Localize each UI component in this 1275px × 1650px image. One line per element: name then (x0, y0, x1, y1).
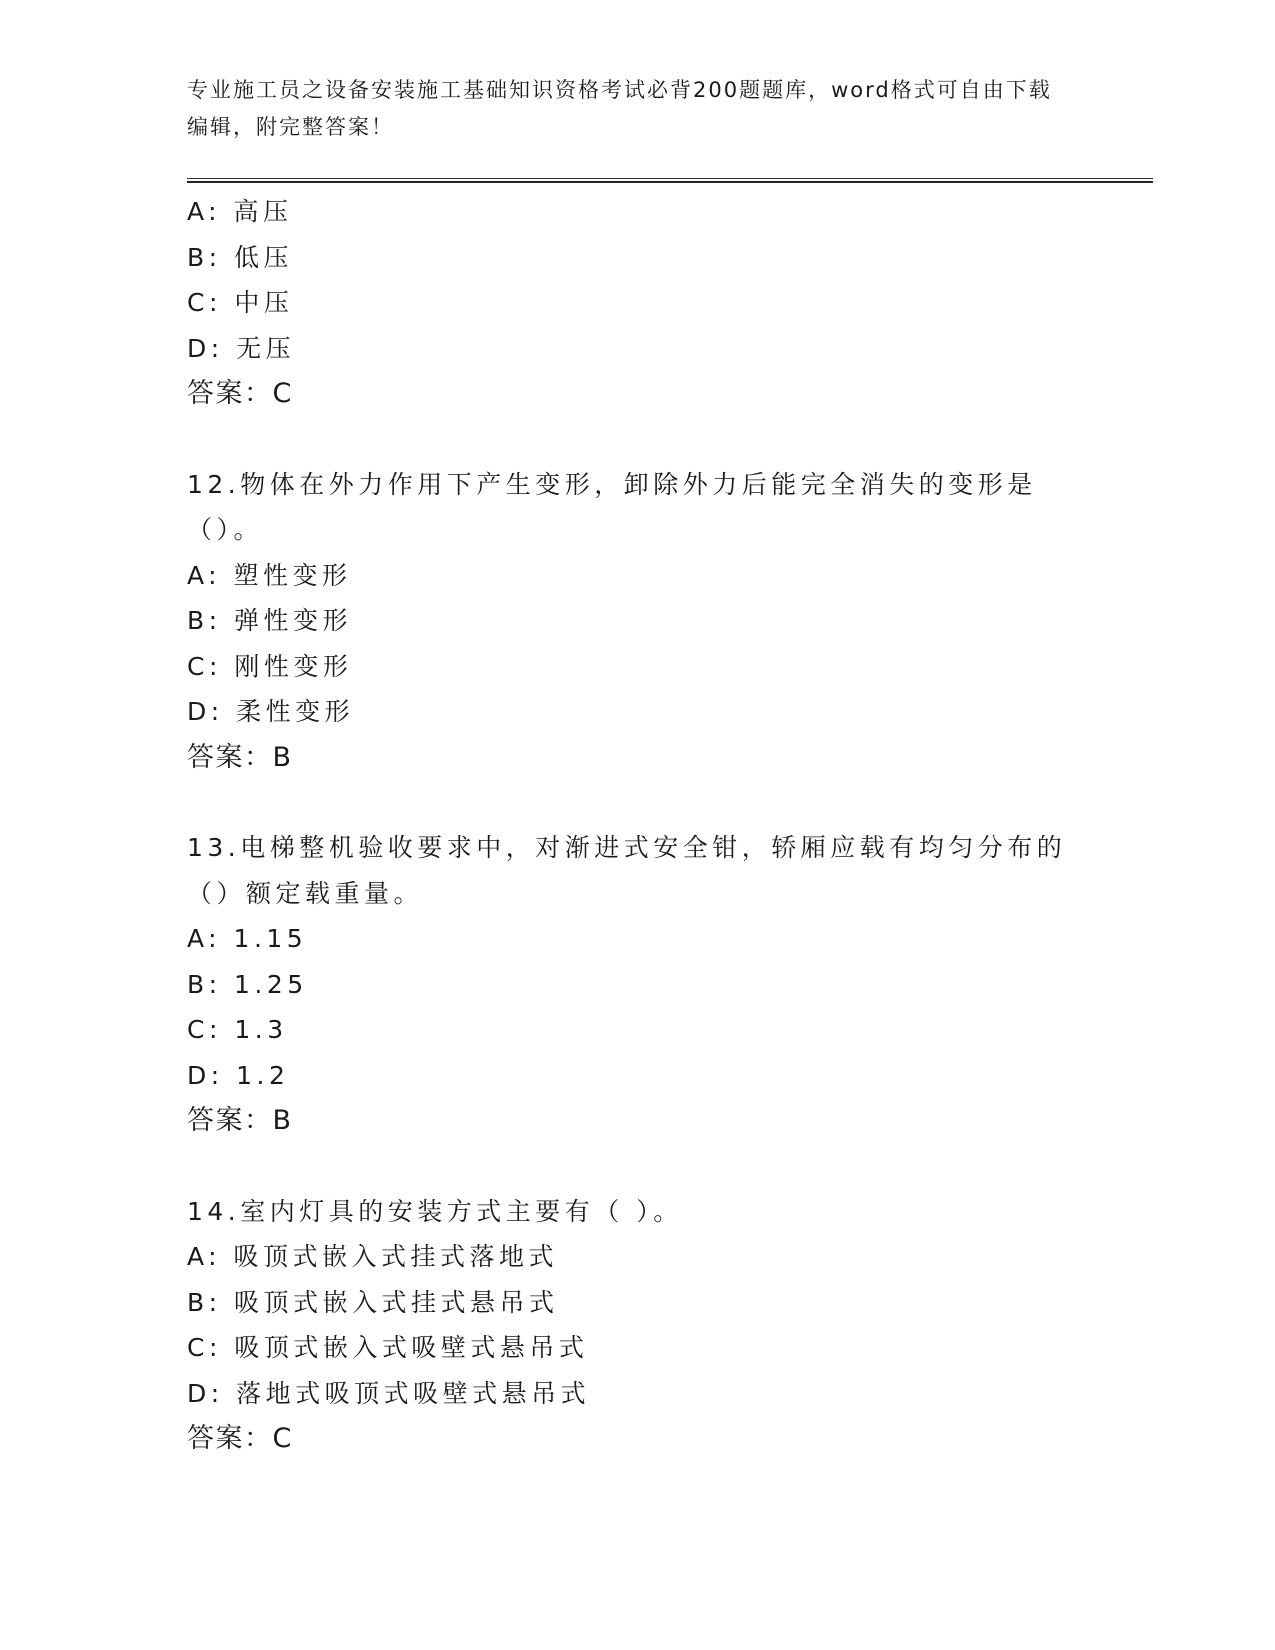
question-list (187, 189, 1077, 1462)
question-stem: 13.电梯整机验收要求中，对渐进式安全钳，轿厢应载有均匀分布的（）额定载重量。 (187, 833, 1067, 908)
question-block (187, 1189, 1077, 1462)
option-c: C: 1.3 (187, 1015, 288, 1044)
option-d: D: 柔性变形 (187, 697, 355, 726)
option-b: B: 吸顶式嵌入式挂式悬吊式 (187, 1287, 559, 1317)
answer-line: 答案：C (187, 1423, 293, 1454)
option-d: D: 1.2 (187, 1060, 290, 1090)
question-block (187, 462, 1077, 781)
option-c: C: 中压 (187, 288, 294, 317)
question-block (187, 189, 1077, 417)
option-b: B: 弹性变形 (187, 606, 353, 635)
question-stem: 12.物体在外力作用下产生变形，卸除外力后能完全消失的变形是（）。 (187, 469, 1037, 544)
question-block (187, 825, 1077, 1144)
question-stem: 14.室内灯具的安装方式主要有（ ）。 (187, 1196, 683, 1226)
answer-line: 答案：C (187, 378, 293, 409)
option-a: A: 高压 (187, 197, 293, 226)
document-header: 专业施工员之设备安装施工基础知识资格考试必背200题题库，word格式可自由下载编辑，附完整答案！ (187, 78, 1052, 139)
answer-line: 答案：B (187, 1105, 293, 1136)
header-divider-thin (187, 178, 1153, 179)
answer-line: 答案：B (187, 741, 293, 773)
option-b: B: 低压 (187, 242, 294, 272)
option-d: D: 无压 (187, 333, 296, 363)
option-c: C: 刚性变形 (187, 651, 353, 681)
option-b: B: 1.25 (187, 969, 308, 999)
option-a: A: 吸顶式嵌入式挂式落地式 (187, 1242, 559, 1271)
option-a: A: 塑性变形 (187, 560, 352, 590)
option-c: C: 吸顶式嵌入式吸壁式悬吊式 (187, 1333, 589, 1362)
option-a: A: 1.15 (187, 924, 308, 953)
option-d: D: 落地式吸顶式吸壁式悬吊式 (187, 1378, 591, 1408)
header-divider-thick (187, 181, 1153, 183)
